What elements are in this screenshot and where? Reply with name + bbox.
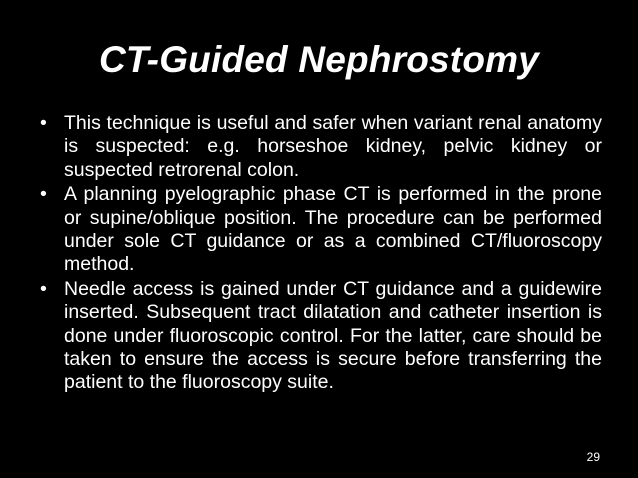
bullet-item xyxy=(40,112,602,182)
bullet-text: A planning pyelographic phase CT is performed in the prone or supine/oblique position. The procedure can be performed under sole CT guidance or as a combined CT/fluoroscopy method. xyxy=(64,183,602,276)
slide-title: CT-Guided Nephrostomy xyxy=(99,39,539,80)
bullet-dot-icon: • xyxy=(40,112,47,134)
bullet-item xyxy=(40,278,602,395)
bullet-dot-icon: • xyxy=(40,183,47,206)
bullet-item xyxy=(40,183,602,277)
bullet-list xyxy=(40,112,602,396)
bullet-text: Needle access is gained under CT guidance and a guidewire inserted. Subsequent tract dilatation and catheter insertion is done under fluoroscopic control. For the latter, care should be taken to ensure the access is secure before transferring the patient to the fluoroscopy suite. xyxy=(64,277,602,394)
bullet-text: This technique is useful and safer when variant renal anatomy is suspected: e.g. horseshoe kidney, pelvic kidney or suspected retrorenal colon. xyxy=(64,112,602,181)
bullet-dot-icon: • xyxy=(40,277,47,300)
page-number: 29 xyxy=(586,450,600,464)
